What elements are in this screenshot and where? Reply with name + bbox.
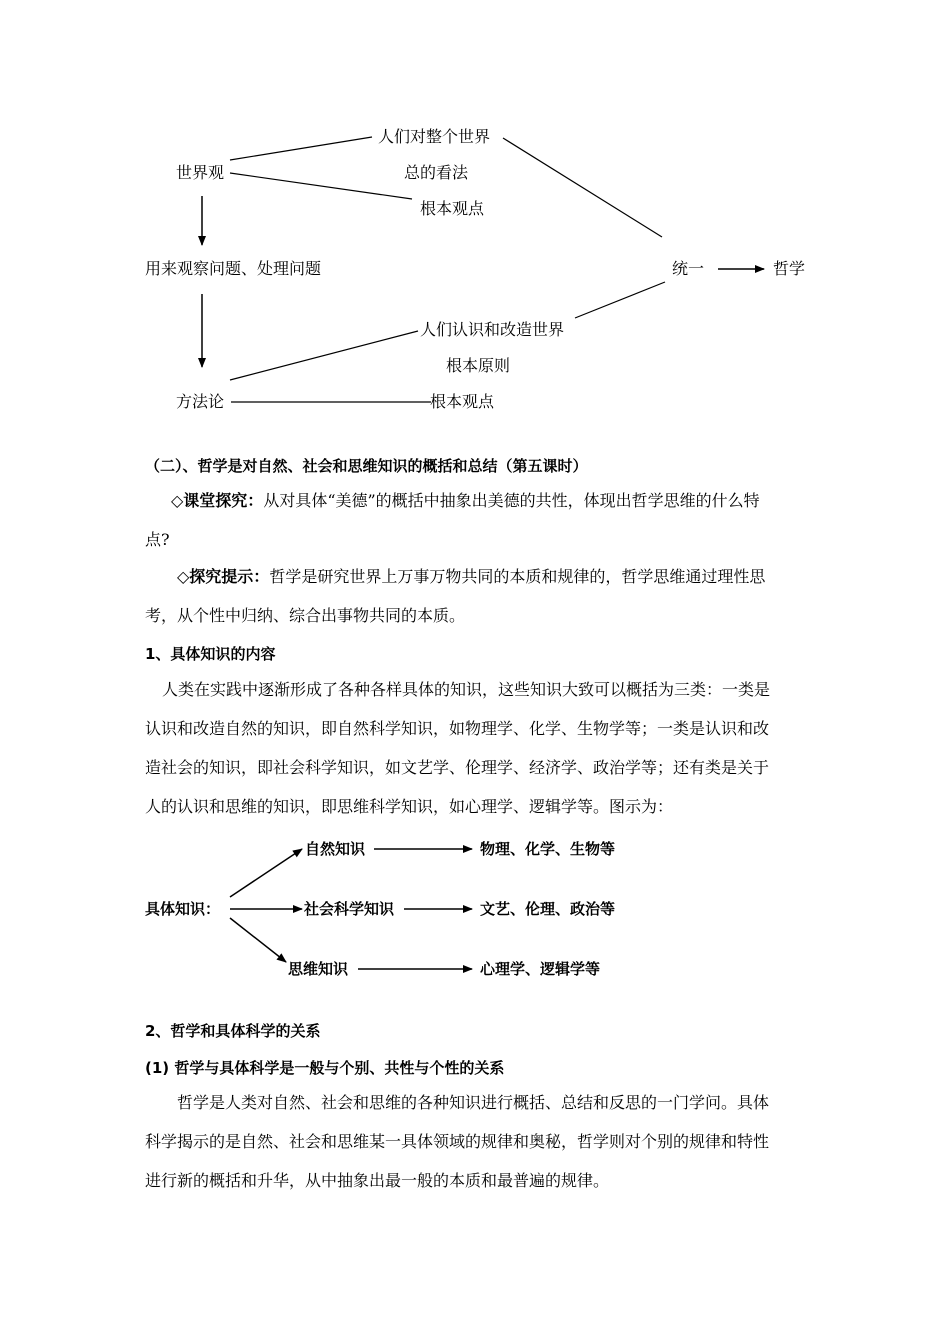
point1-line: 认识和改造自然的知识，即自然科学知识，如物理学、化学、生物学等；一类是认识和改: [145, 719, 770, 738]
hint-text-1: 哲学是研究世界上万事万物共同的本质和规律的，哲学思维通过理性思: [269, 567, 766, 586]
branch-natural: 自然知识: [305, 840, 366, 858]
point1-line: 人的认识和思维的知识，即思维科学知识，如心理学、逻辑学等。图示为：: [145, 797, 674, 816]
inquiry-line-1: [171, 491, 760, 511]
point2-heading: 2、哲学和具体科学的关系: [145, 1022, 321, 1040]
method-def-1: 人们认识和改造世界: [420, 320, 565, 339]
method-def-3: 根本观点: [430, 392, 495, 411]
philosophy-label: 哲学: [773, 259, 806, 278]
connector-worldview-def3: [230, 173, 412, 199]
branch-social: 社会科学知识: [304, 900, 395, 918]
section-heading: （二）、哲学是对自然、社会和思维知识的概括和总结（第五课时）: [145, 457, 588, 475]
examples-natural: 物理、化学、生物等: [480, 840, 616, 858]
hint-label: ◇探究提示：: [177, 567, 270, 586]
arrow-to-thinking: [230, 918, 286, 962]
point2-subheading: (1) 哲学与具体科学是一般与个别、共性与个性的关系: [145, 1059, 505, 1077]
point1-line: 人类在实践中逐渐形成了各种各样具体的知识，这些知识大致可以概括为三类：一类是: [162, 680, 771, 699]
inquiry-text-1: 从对具体“美德”的概括中抽象出美德的共性，体现出哲学思维的什么特: [263, 491, 760, 510]
worldview-def-3: 根本观点: [420, 199, 485, 218]
use-for-label: 用来观察问题、处理问题: [145, 259, 322, 278]
point1-line: 造社会的知识，即社会科学知识，如文艺学、伦理学、经济学、政治学等；还有类是关于: [145, 758, 770, 777]
point2-line: 科学揭示的是自然、社会和思维某一具体领域的规律和奥秘，哲学则对个别的规律和特性: [145, 1132, 770, 1151]
examples-social: 文艺、伦理、政治等: [480, 900, 616, 918]
connector-def1-unity-lower: [575, 282, 665, 318]
connector-def1-unity: [503, 138, 662, 237]
connector-methodology-def1: [230, 331, 418, 380]
point2-line: 进行新的概括和升华，从中抽象出最一般的本质和最普遍的规律。: [145, 1171, 610, 1190]
examples-thinking: 心理学、逻辑学等: [480, 960, 601, 978]
inquiry-line-2: 点?: [145, 530, 170, 549]
worldview-def-1: 人们对整个世界: [378, 127, 491, 146]
branch-thinking: 思维知识: [288, 960, 349, 978]
point1-heading: 1、具体知识的内容: [145, 645, 276, 663]
arrow-to-natural: [230, 849, 302, 897]
worldview-label: 世界观: [176, 163, 225, 182]
methodology-label: 方法论: [176, 392, 225, 411]
inquiry-label: ◇课堂探究：: [171, 491, 264, 510]
hint-line-2: 考，从个性中归纳、综合出事物共同的本质。: [145, 606, 466, 625]
hint-line-1: [177, 567, 765, 587]
knowledge-root: 具体知识：: [145, 900, 221, 918]
point2-line: 哲学是人类对自然、社会和思维的各种知识进行概括、总结和反思的一门学问。具体: [177, 1093, 770, 1112]
method-def-2: 根本原则: [446, 356, 511, 375]
unity-label: 统一: [672, 259, 705, 278]
worldview-def-2: 总的看法: [404, 163, 469, 182]
connector-worldview-def1: [230, 137, 372, 160]
